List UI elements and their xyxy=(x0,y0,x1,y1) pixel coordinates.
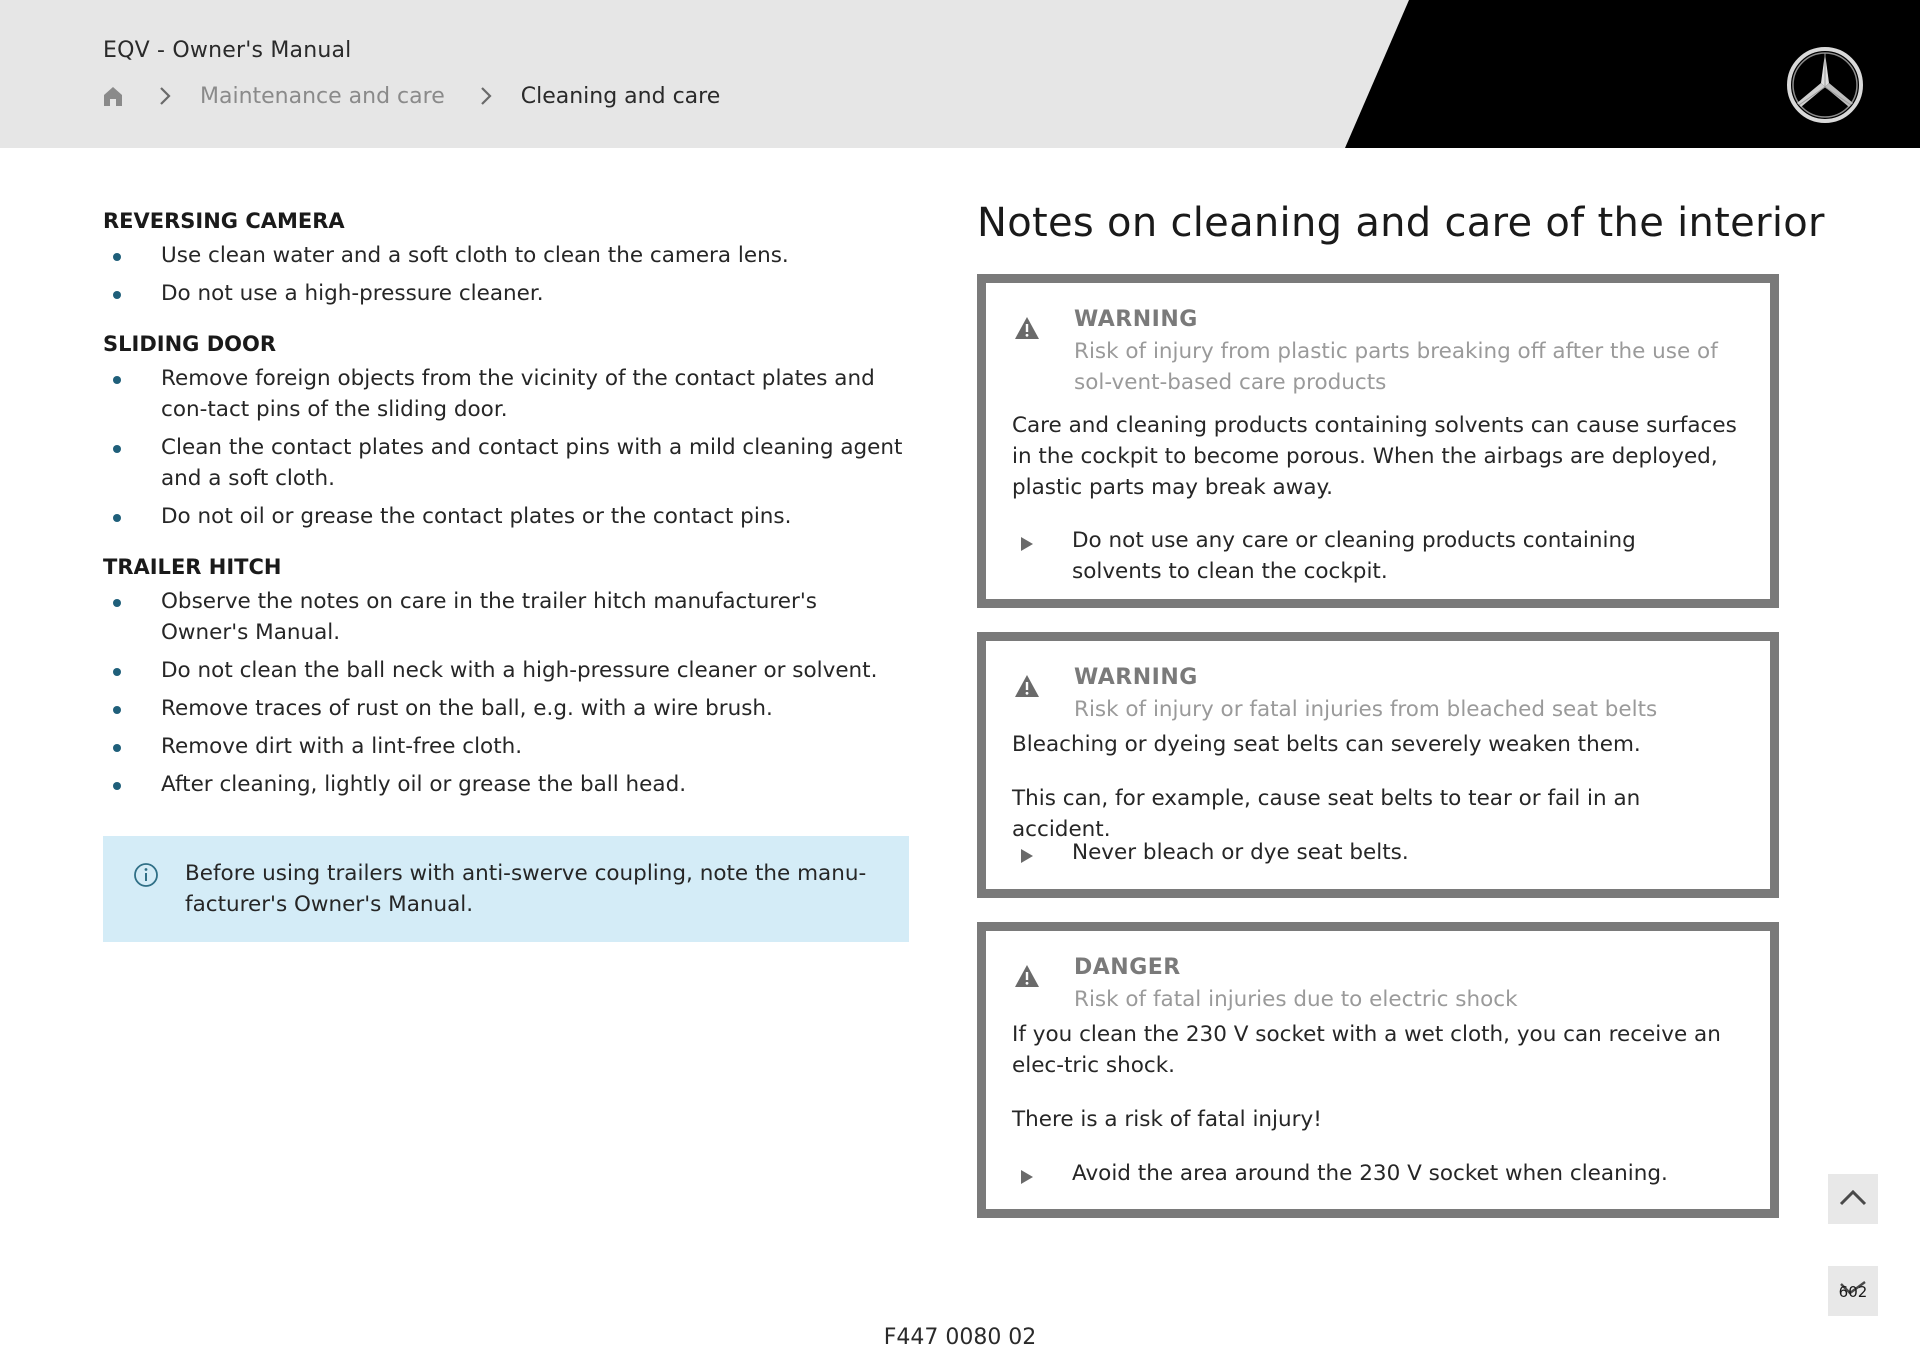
list-item: Do not oil or grease the contact plates or the contact pins. xyxy=(103,501,908,532)
info-note xyxy=(103,836,909,942)
list-item: Clean the contact plates and contact pins with a mild cleaning agent and a soft cloth. xyxy=(103,432,908,494)
action-arrow-icon xyxy=(1020,531,1034,549)
home-icon[interactable] xyxy=(102,85,124,107)
chevron-right-icon xyxy=(158,85,172,107)
document-title: EQV - Owner's Manual xyxy=(103,38,352,63)
section-trailer-hitch xyxy=(103,552,908,800)
left-column xyxy=(103,206,908,820)
note-label: DANGER xyxy=(1074,955,1181,980)
note-label: WARNING xyxy=(1074,307,1198,332)
section-reversing-camera xyxy=(103,206,908,309)
bullet-dot-icon xyxy=(113,668,121,676)
scroll-to-top-button[interactable] xyxy=(1828,1174,1878,1224)
chevron-right-icon xyxy=(479,85,493,107)
danger-box-electric-shock xyxy=(977,922,1779,1218)
note-action xyxy=(1012,1158,1742,1189)
note-paragraph: This can, for example, cause seat belts to tear or fail in an accident. xyxy=(1012,786,1641,842)
note-action-text: Do not use any care or cleaning products containing solvents to clean the cockpit. xyxy=(1072,528,1636,584)
list-item: Remove foreign objects from the vicinity of the contact plates and con-tact pins of the sliding door. xyxy=(103,363,908,425)
note-paragraph: If you clean the 230 V socket with a wet cloth, you can receive an elec-tric shock. xyxy=(1012,1022,1721,1078)
page-header xyxy=(0,0,1920,148)
note-action xyxy=(1012,525,1742,587)
note-action xyxy=(1012,837,1742,868)
list-item: Remove dirt with a lint-free cloth. xyxy=(103,731,908,762)
note-paragraph: Care and cleaning products containing solvents can cause surfaces in the cockpit to become porous. When the airbags are deployed, plastic parts may break away. xyxy=(1012,413,1737,500)
breadcrumb xyxy=(102,80,720,112)
note-label: WARNING xyxy=(1074,665,1198,690)
document-code: F447 0080 02 xyxy=(883,1325,1037,1350)
note-subtitle: Risk of injury or fatal injuries from bleached seat belts xyxy=(1074,697,1658,722)
note-action-text: Avoid the area around the 230 V socket when cleaning. xyxy=(1072,1161,1668,1186)
bullet-dot-icon xyxy=(113,744,121,752)
list-item: Remove traces of rust on the ball, e.g. with a wire brush. xyxy=(103,693,908,724)
warning-box-solvents xyxy=(977,274,1779,608)
warning-triangle-icon xyxy=(1014,963,1040,989)
note-paragraph: There is a risk of fatal injury! xyxy=(1012,1107,1322,1132)
warning-triangle-icon xyxy=(1014,673,1040,699)
warning-triangle-icon xyxy=(1014,315,1040,341)
info-text: Before using trailers with anti-swerve coupling, note the manu-facturer's Owner's Manual. xyxy=(185,861,867,917)
note-paragraph: Bleaching or dyeing seat belts can severely weaken them. xyxy=(1012,732,1641,757)
bullet-dot-icon xyxy=(113,514,121,522)
page-number: 602 xyxy=(1838,1283,1868,1301)
note-subtitle: Risk of injury from plastic parts breaking off after the use of sol-vent-based care products xyxy=(1074,339,1718,395)
section-heading: REVERSING CAMERA xyxy=(103,209,345,233)
bullet-dot-icon xyxy=(113,706,121,714)
list-item: Do not use a high-pressure cleaner. xyxy=(103,278,908,309)
bullet-dot-icon xyxy=(113,445,121,453)
chevron-up-icon xyxy=(1828,1174,1878,1224)
section-heading: TRAILER HITCH xyxy=(103,555,282,579)
bullet-dot-icon xyxy=(113,599,121,607)
list-item: Do not clean the ball neck with a high-pressure cleaner or solvent. xyxy=(103,655,908,686)
section-heading: SLIDING DOOR xyxy=(103,332,276,356)
section-sliding-door xyxy=(103,329,908,532)
list-item: Observe the notes on care in the trailer hitch manufacturer's Owner's Manual. xyxy=(103,586,908,648)
bullet-dot-icon xyxy=(113,782,121,790)
action-arrow-icon xyxy=(1020,843,1034,861)
breadcrumb-item-current: Cleaning and care xyxy=(520,83,721,109)
info-icon xyxy=(133,862,159,888)
page-title: Notes on cleaning and care of the interior xyxy=(977,200,1825,246)
bullet-dot-icon xyxy=(113,376,121,384)
action-arrow-icon xyxy=(1020,1164,1034,1182)
page-number-button[interactable] xyxy=(1828,1266,1878,1316)
warning-box-seat-belts xyxy=(977,632,1779,898)
mercedes-star-logo xyxy=(1785,45,1865,125)
list-item: After cleaning, lightly oil or grease the ball head. xyxy=(103,769,908,800)
note-action-text: Never bleach or dye seat belts. xyxy=(1072,840,1409,865)
breadcrumb-item-maintenance[interactable]: Maintenance and care xyxy=(200,83,445,109)
list-item: Use clean water and a soft cloth to clean the camera lens. xyxy=(103,240,908,271)
note-subtitle: Risk of fatal injuries due to electric shock xyxy=(1074,987,1518,1012)
bullet-dot-icon xyxy=(113,253,121,261)
bullet-dot-icon xyxy=(113,291,121,299)
